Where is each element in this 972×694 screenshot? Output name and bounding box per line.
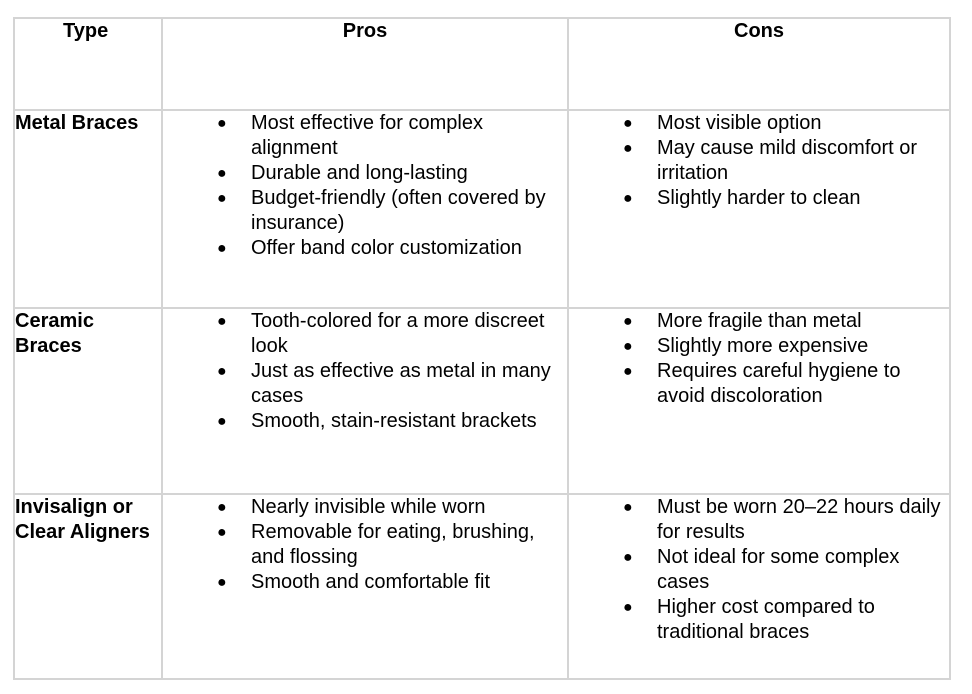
header-type: Type (14, 18, 162, 110)
bullet-icon: ● (623, 549, 633, 566)
header-cons: Cons (568, 18, 950, 110)
list-item-text: Most effective for complex alignment (251, 112, 483, 159)
list-item (163, 495, 567, 520)
bullet-icon: ● (623, 140, 633, 157)
list-item (163, 236, 567, 261)
list-item (569, 359, 949, 409)
type-cell (14, 110, 162, 308)
header-pros: Pros (162, 18, 568, 110)
list-item-text: Not ideal for some complex cases (657, 546, 900, 593)
bullet-icon: ● (217, 190, 227, 207)
list-item-text: Higher cost compared to traditional braces (657, 596, 875, 643)
list-item (163, 570, 567, 595)
list-item-text: Offer band color customization (251, 237, 522, 259)
type-cell (14, 308, 162, 494)
list-item (163, 520, 567, 570)
bullet-icon: ● (217, 524, 227, 541)
list-item (569, 334, 949, 359)
cons-list (569, 111, 949, 211)
bullet-icon: ● (623, 338, 633, 355)
list-item (569, 111, 949, 136)
list-item-text: Just as effective as metal in many cases (251, 360, 551, 407)
list-item-text: Smooth, stain-resistant brackets (251, 410, 537, 432)
bullet-icon: ● (217, 165, 227, 182)
list-item-text: May cause mild discomfort or irritation (657, 137, 918, 184)
list-item (163, 111, 567, 161)
list-item (569, 309, 949, 334)
bullet-icon: ● (623, 499, 633, 516)
list-item (569, 136, 949, 186)
list-item-text: Durable and long-lasting (251, 162, 468, 184)
type-label: Invisalign or Clear Aligners (15, 496, 150, 543)
bullet-icon: ● (217, 574, 227, 591)
list-item (163, 359, 567, 409)
list-item (569, 595, 949, 645)
cons-cell (568, 110, 950, 308)
list-item-text: Must be worn 20–22 hours daily for results (657, 496, 941, 543)
list-item-text: Requires careful hygiene to avoid discoloration (657, 360, 901, 407)
type-cell (14, 494, 162, 679)
bullet-icon: ● (623, 363, 633, 380)
braces-comparison-table (13, 17, 951, 680)
pros-cell (162, 110, 568, 308)
bullet-icon: ● (623, 190, 633, 207)
table-row (14, 494, 950, 679)
pros-cell (162, 308, 568, 494)
bullet-icon: ● (217, 240, 227, 257)
list-item (163, 309, 567, 359)
bullet-icon: ● (623, 115, 633, 132)
list-item-text: Nearly invisible while worn (251, 496, 486, 518)
pros-list (163, 309, 567, 434)
list-item-text: Removable for eating, brushing, and flossing (251, 521, 535, 568)
list-item (163, 186, 567, 236)
list-item-text: Budget-friendly (often covered by insurance) (251, 187, 546, 234)
cons-list (569, 309, 949, 409)
bullet-icon: ● (623, 313, 633, 330)
bullet-icon: ● (217, 499, 227, 516)
cons-cell (568, 308, 950, 494)
bullet-icon: ● (217, 413, 227, 430)
bullet-icon: ● (217, 115, 227, 132)
type-label: Ceramic Braces (15, 310, 94, 357)
pros-list (163, 111, 567, 261)
list-item (569, 186, 949, 211)
list-item-text: Slightly more expensive (657, 335, 869, 357)
list-item-text: Smooth and comfortable fit (251, 571, 491, 593)
list-item (163, 409, 567, 434)
pros-cell (162, 494, 568, 679)
list-item-text: Tooth-colored for a more discreet look (251, 310, 545, 357)
table-row (14, 308, 950, 494)
pros-list (163, 495, 567, 595)
list-item-text: Slightly harder to clean (657, 187, 861, 209)
list-item-text: More fragile than metal (657, 310, 862, 332)
type-label: Metal Braces (15, 112, 139, 134)
list-item (569, 495, 949, 545)
list-item (569, 545, 949, 595)
table-row (14, 110, 950, 308)
bullet-icon: ● (623, 599, 633, 616)
list-item (163, 161, 567, 186)
list-item-text: Most visible option (657, 112, 822, 134)
bullet-icon: ● (217, 313, 227, 330)
cons-list (569, 495, 949, 645)
bullet-icon: ● (217, 363, 227, 380)
cons-cell (568, 494, 950, 679)
table-header-row (14, 18, 950, 110)
